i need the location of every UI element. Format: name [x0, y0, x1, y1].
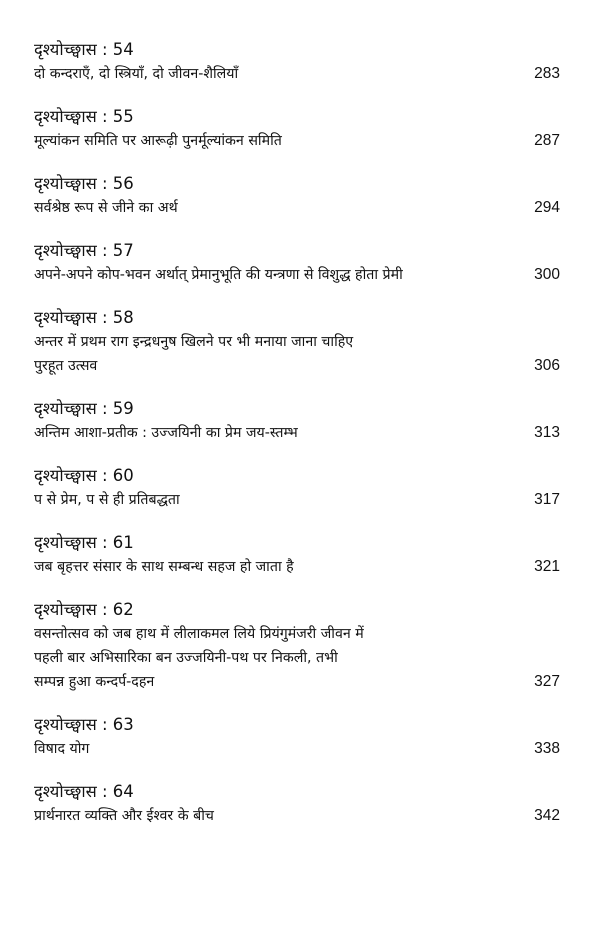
- chapter-title-line: [34, 488, 560, 512]
- chapter-title-line: [34, 421, 560, 445]
- chapter-title-text: पुरहूत उत्सव: [34, 358, 98, 374]
- table-of-contents: [34, 38, 560, 847]
- chapter-heading: दृश्योच्छ्वास : 60: [34, 466, 134, 485]
- chapter-title-text: प्रार्थनारत व्यक्ति और ईश्वर के बीच: [34, 808, 214, 824]
- toc-entry-2: [34, 105, 560, 153]
- chapter-title-line: [34, 330, 560, 354]
- chapter-title-text: मूल्यांकन समिति पर आरूढ़ी पुनर्मूल्यांकन समिति: [34, 133, 282, 149]
- chapter-title-text: सर्वश्रेष्ठ रूप से जीने का अर्थ: [34, 200, 178, 216]
- toc-entry-4: [34, 239, 560, 287]
- page-number: 317: [534, 491, 560, 508]
- chapter-heading: दृश्योच्छ्वास : 56: [34, 174, 134, 193]
- chapter-title-line: [34, 129, 560, 153]
- page-number: 287: [534, 132, 560, 149]
- chapter-title-line: [34, 354, 560, 378]
- chapter-heading: दृश्योच्छ्वास : 59: [34, 399, 134, 418]
- toc-entry-5: [34, 306, 560, 378]
- toc-entry-11: [34, 780, 560, 828]
- chapter-title-line: [34, 646, 560, 670]
- page-number: 342: [534, 807, 560, 824]
- toc-entry-9: [34, 598, 560, 694]
- chapter-heading: दृश्योच्छ्वास : 55: [34, 107, 134, 126]
- chapter-title-line: [34, 670, 560, 694]
- toc-entry-1: [34, 38, 560, 86]
- chapter-title-text: अन्तर में प्रथम राग इन्द्रधनुष खिलने पर भी मनाया जाना चाहिए: [34, 334, 354, 350]
- chapter-title-text: अपने-अपने कोप-भवन अर्थात् प्रेमानुभूति की यन्त्रणा से विशुद्ध होता प्रेमी: [34, 267, 403, 283]
- chapter-heading: दृश्योच्छ्वास : 58: [34, 308, 134, 327]
- page-number: 313: [534, 424, 560, 441]
- chapter-title-text: वसन्तोत्सव को जब हाथ में लीलाकमल लिये प्रियंगुमंजरी जीवन में: [34, 626, 364, 642]
- chapter-title-text: अन्तिम आशा-प्रतीक : उज्जयिनी का प्रेम जय-स्तम्भ: [34, 425, 298, 441]
- chapter-heading: दृश्योच्छ्वास : 61: [34, 533, 134, 552]
- chapter-title-text: विषाद योग: [34, 741, 90, 757]
- chapter-title-text: सम्पन्न हुआ कन्दर्प-दहन: [34, 674, 155, 690]
- page-number: 294: [534, 199, 560, 216]
- page-number: 306: [534, 357, 560, 374]
- toc-entry-7: [34, 464, 560, 512]
- chapter-title-text: जब बृहत्तर संसार के साथ सम्बन्ध सहज हो जाता है: [34, 559, 294, 575]
- chapter-heading: दृश्योच्छ्वास : 63: [34, 715, 134, 734]
- page-number: 338: [534, 740, 560, 757]
- toc-entry-6: [34, 397, 560, 445]
- page-number: 327: [534, 673, 560, 690]
- page-number: 321: [534, 558, 560, 575]
- chapter-heading: दृश्योच्छ्वास : 64: [34, 782, 134, 801]
- chapter-title-text: दो कन्दराएँ, दो स्त्रियाँ, दो जीवन-शैलियाँ: [34, 66, 239, 82]
- page-number: 300: [534, 266, 560, 283]
- toc-entry-10: [34, 713, 560, 761]
- chapter-title-line: [34, 622, 560, 646]
- chapter-heading: दृश्योच्छ्वास : 54: [34, 40, 134, 59]
- page-number: 283: [534, 65, 560, 82]
- chapter-heading: दृश्योच्छ्वास : 57: [34, 241, 134, 260]
- toc-entry-3: [34, 172, 560, 220]
- chapter-title-line: [34, 555, 560, 579]
- chapter-title-line: [34, 263, 560, 287]
- toc-entry-8: [34, 531, 560, 579]
- chapter-title-text: प से प्रेम, प से ही प्रतिबद्धता: [34, 492, 180, 508]
- chapter-title-line: [34, 737, 560, 761]
- chapter-title-line: [34, 62, 560, 86]
- chapter-title-line: [34, 196, 560, 220]
- chapter-title-line: [34, 804, 560, 828]
- chapter-title-text: पहली बार अभिसारिका बन उज्जयिनी-पथ पर निकली, तभी: [34, 650, 338, 666]
- chapter-heading: दृश्योच्छ्वास : 62: [34, 600, 134, 619]
